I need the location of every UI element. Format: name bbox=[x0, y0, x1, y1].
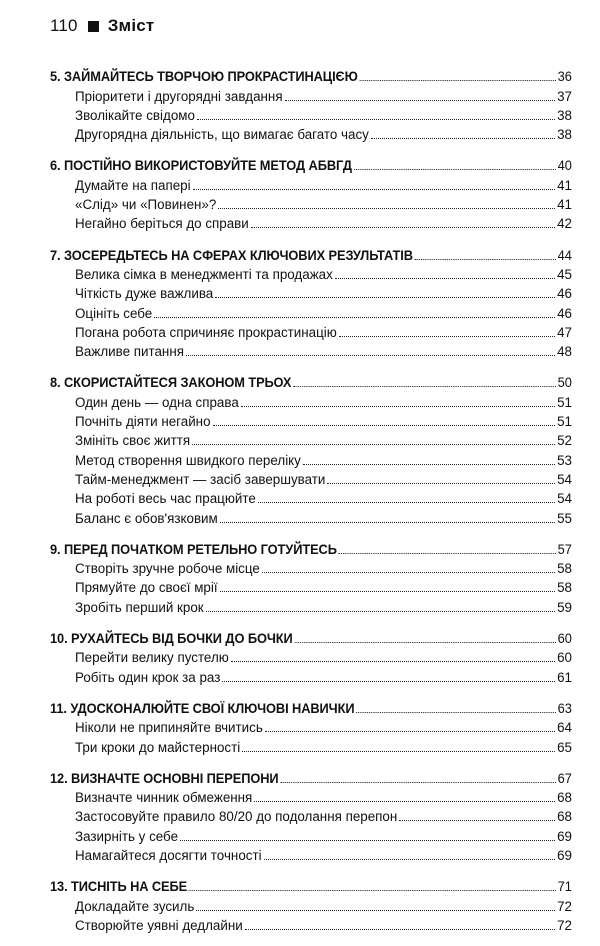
toc-entry[interactable] bbox=[50, 341, 572, 360]
toc-entry[interactable] bbox=[50, 825, 572, 844]
toc-chapter-title[interactable] bbox=[50, 876, 572, 895]
dot-leader bbox=[371, 138, 555, 139]
toc-entry[interactable] bbox=[50, 469, 572, 488]
toc-chapter-title[interactable] bbox=[50, 155, 572, 174]
toc-chapter-title-page: 44 bbox=[557, 247, 572, 263]
toc-entry[interactable] bbox=[50, 507, 572, 526]
toc-entry-label: Почніть діяти негайно bbox=[75, 414, 211, 430]
toc-entry[interactable] bbox=[50, 666, 572, 685]
toc-entry-page: 54 bbox=[557, 471, 572, 487]
toc-entry[interactable] bbox=[50, 806, 572, 825]
dot-leader bbox=[251, 227, 555, 228]
toc-chapter bbox=[50, 244, 572, 360]
toc-entry[interactable] bbox=[50, 85, 572, 104]
dot-leader bbox=[197, 119, 555, 120]
toc-entry[interactable] bbox=[50, 124, 572, 143]
toc-entry-label: На роботі весь час працюйте bbox=[75, 491, 256, 507]
toc-entry[interactable] bbox=[50, 174, 572, 193]
toc-entry-label: Важливе питання bbox=[75, 344, 184, 360]
toc-entry-page: 55 bbox=[557, 510, 572, 526]
toc-entry-page: 58 bbox=[557, 580, 572, 596]
toc-entry-page: 64 bbox=[557, 720, 572, 736]
dot-leader bbox=[213, 425, 556, 426]
toc-chapter-title-page: 36 bbox=[557, 69, 572, 85]
dot-leader bbox=[231, 661, 555, 662]
dot-leader bbox=[242, 751, 555, 752]
toc-chapter bbox=[50, 768, 572, 864]
dot-leader bbox=[399, 820, 555, 821]
dot-leader bbox=[258, 502, 555, 503]
toc-chapter-title[interactable] bbox=[50, 628, 572, 647]
toc-entry[interactable] bbox=[50, 194, 572, 213]
dot-leader bbox=[262, 572, 555, 573]
toc-entry-label: Зволікайте свідомо bbox=[75, 107, 195, 123]
toc-entry-label: Баланс є обов'язковим bbox=[75, 510, 218, 526]
toc-entry[interactable] bbox=[50, 322, 572, 341]
toc-entry-page: 61 bbox=[557, 669, 572, 685]
toc-chapter-title[interactable] bbox=[50, 539, 572, 558]
toc-entry-page: 69 bbox=[557, 847, 572, 863]
page-title: Зміст bbox=[107, 16, 155, 35]
dot-leader bbox=[285, 100, 556, 101]
toc-entry-page: 69 bbox=[557, 828, 572, 844]
toc-entry-page: 58 bbox=[557, 561, 572, 577]
toc-chapter-title[interactable] bbox=[50, 66, 572, 85]
toc-entry[interactable] bbox=[50, 647, 572, 666]
toc-chapter bbox=[50, 66, 572, 143]
toc-entry-page: 53 bbox=[557, 452, 572, 468]
toc-chapter-title-label: 11. УДОСКОНАЛЮЙТЕ СВОЇ КЛЮЧОВІ НАВИЧКИ bbox=[50, 700, 355, 716]
dot-leader bbox=[335, 278, 555, 279]
toc-chapter-title-page: 60 bbox=[557, 631, 572, 647]
dot-leader bbox=[354, 169, 556, 170]
dot-leader bbox=[415, 259, 556, 260]
toc-chapter-title-label: 7. ЗОСЕРЕДЬТЕСЬ НА СФЕРАХ КЛЮЧОВИХ РЕЗУЛЬТАТІВ bbox=[50, 247, 413, 263]
toc-entry-page: 46 bbox=[557, 305, 572, 321]
dot-leader bbox=[220, 591, 556, 592]
toc-entry[interactable] bbox=[50, 787, 572, 806]
toc-chapter-title[interactable] bbox=[50, 768, 572, 787]
toc-chapter-title-page: 67 bbox=[557, 770, 572, 786]
dot-leader bbox=[339, 336, 555, 337]
dot-leader bbox=[245, 929, 555, 930]
toc-entry-page: 68 bbox=[557, 809, 572, 825]
toc-entry[interactable] bbox=[50, 596, 572, 615]
toc-entry-page: 65 bbox=[557, 739, 572, 755]
toc-entry-label: Велика сімка в менеджменті та продажах bbox=[75, 266, 333, 282]
toc-entry-label: Змініть своє життя bbox=[75, 433, 191, 449]
toc-chapter-title-label: 13. ТИСНІТЬ НА СЕБЕ bbox=[50, 879, 188, 895]
toc-entry-label: «Слід» чи «Повинен»? bbox=[75, 197, 217, 213]
toc-entry-label: Тайм-менеджмент — засіб завершувати bbox=[75, 471, 326, 487]
toc-chapter-title-label: 8. СКОРИСТАЙТЕСЯ ЗАКОНОМ ТРЬОХ bbox=[50, 375, 292, 391]
toc-chapter bbox=[50, 539, 572, 616]
toc-entry-label: Зазирніть у себе bbox=[75, 828, 179, 844]
toc-chapter-title-label: 6. ПОСТІЙНО ВИКОРИСТОВУЙТЕ МЕТОД АБВГД bbox=[50, 158, 352, 174]
square-bullet-icon bbox=[88, 21, 99, 32]
toc-entry-page: 48 bbox=[557, 344, 572, 360]
toc-entry-label: Застосовуйте правило 80/20 до подолання перепон bbox=[75, 809, 398, 825]
toc-entry-label: Другорядна діяльність, що вимагає багато часу bbox=[75, 127, 369, 143]
toc-entry-label: Пріоритети і другорядні завдання bbox=[75, 88, 283, 104]
toc-entry-page: 60 bbox=[557, 650, 572, 666]
toc-chapter-title-label: 5. ЗАЙМАЙТЕСЬ ТВОРЧОЮ ПРОКРАСТИНАЦІЄЮ bbox=[50, 69, 358, 85]
toc-entry-page: 51 bbox=[557, 414, 572, 430]
toc-entry-page: 46 bbox=[557, 286, 572, 302]
toc-entry-label: Чіткість дуже важлива bbox=[75, 286, 214, 302]
toc-chapter bbox=[50, 698, 572, 756]
page-header bbox=[50, 16, 154, 36]
dot-leader bbox=[189, 890, 556, 891]
dot-leader bbox=[206, 611, 555, 612]
toc-entry[interactable] bbox=[50, 411, 572, 430]
toc-entry[interactable] bbox=[50, 895, 572, 914]
toc-entry[interactable] bbox=[50, 577, 572, 596]
dot-leader bbox=[215, 297, 555, 298]
dot-leader bbox=[360, 80, 556, 81]
dot-leader bbox=[293, 386, 555, 387]
toc-entry[interactable] bbox=[50, 391, 572, 410]
dot-leader bbox=[180, 840, 555, 841]
toc-entry[interactable] bbox=[50, 302, 572, 321]
toc-entry-page: 59 bbox=[557, 599, 572, 615]
dot-leader bbox=[218, 208, 555, 209]
toc-entry-label: Метод створення швидкого переліку bbox=[75, 452, 301, 468]
toc-chapter-title[interactable] bbox=[50, 698, 572, 717]
toc-entry-label: Перейти велику пустелю bbox=[75, 650, 229, 666]
toc-entry-page: 41 bbox=[557, 177, 572, 193]
dot-leader bbox=[327, 483, 555, 484]
toc-entry-label: Створіть зручне робоче місце bbox=[75, 561, 260, 577]
toc-entry[interactable] bbox=[50, 283, 572, 302]
toc-entry-label: Три кроки до майстерності bbox=[75, 739, 241, 755]
dot-leader bbox=[280, 782, 555, 783]
toc-entry-label: Зробіть перший крок bbox=[75, 599, 204, 615]
toc-entry-page: 68 bbox=[557, 790, 572, 806]
toc-entry-label: Думайте на папері bbox=[75, 177, 191, 193]
toc-entry-label: Докладайте зусиль bbox=[75, 898, 195, 914]
toc-entry-page: 37 bbox=[557, 88, 572, 104]
toc-entry-page: 42 bbox=[557, 216, 572, 232]
dot-leader bbox=[192, 444, 555, 445]
toc-entry-label: Один день — одна справа bbox=[75, 394, 239, 410]
dot-leader bbox=[254, 801, 555, 802]
toc-entry-page: 54 bbox=[557, 491, 572, 507]
toc-entry-label: Прямуйте до своєї мрії bbox=[75, 580, 218, 596]
toc-entry-label: Створюйте уявні дедлайни bbox=[75, 917, 243, 933]
dot-leader bbox=[339, 553, 556, 554]
toc-chapter bbox=[50, 372, 572, 526]
dot-leader bbox=[220, 522, 555, 523]
toc-chapter-title-page: 50 bbox=[557, 375, 572, 391]
dot-leader bbox=[356, 712, 555, 713]
toc-entry-label: Робіть один крок за раз bbox=[75, 669, 221, 685]
toc-entry-page: 38 bbox=[557, 107, 572, 123]
toc-entry[interactable] bbox=[50, 558, 572, 577]
dot-leader bbox=[222, 681, 555, 682]
toc-entry-page: 72 bbox=[557, 917, 572, 933]
toc-chapter-title-label: 12. ВИЗНАЧТЕ ОСНОВНІ ПЕРЕПОНИ bbox=[50, 770, 279, 786]
dot-leader bbox=[264, 859, 556, 860]
toc-entry-label: Негайно беріться до справи bbox=[75, 216, 249, 232]
toc-entry[interactable] bbox=[50, 213, 572, 232]
dot-leader bbox=[303, 464, 555, 465]
toc-entry[interactable] bbox=[50, 449, 572, 468]
dot-leader bbox=[193, 189, 556, 190]
toc-chapter-title[interactable] bbox=[50, 372, 572, 391]
dot-leader bbox=[154, 317, 555, 318]
toc-entry[interactable] bbox=[50, 488, 572, 507]
toc-entry-page: 38 bbox=[557, 127, 572, 143]
toc-chapter bbox=[50, 155, 572, 232]
toc-chapter bbox=[50, 876, 572, 934]
toc-entry-label: Погана робота спричиняє прокрастинацію bbox=[75, 324, 337, 340]
toc-entry-page: 72 bbox=[557, 898, 572, 914]
toc-entry[interactable] bbox=[50, 736, 572, 755]
toc-entry[interactable] bbox=[50, 105, 572, 124]
dot-leader bbox=[186, 355, 555, 356]
table-of-contents bbox=[50, 66, 572, 946]
toc-chapter-title-label: 9. ПЕРЕД ПОЧАТКОМ РЕТЕЛЬНО ГОТУЙТЕСЬ bbox=[50, 541, 337, 557]
toc-entry-page: 41 bbox=[557, 197, 572, 213]
toc-entry-page: 45 bbox=[557, 266, 572, 282]
toc-chapter-title-page: 63 bbox=[557, 700, 572, 716]
toc-entry-page: 52 bbox=[557, 433, 572, 449]
toc-entry-label: Оцініть себе bbox=[75, 305, 153, 321]
dot-leader bbox=[294, 642, 555, 643]
toc-chapter-title[interactable] bbox=[50, 244, 572, 263]
toc-entry-label: Намагайтеся досягти точності bbox=[75, 847, 262, 863]
toc-entry[interactable] bbox=[50, 845, 572, 864]
toc-entry-label: Ніколи не припиняйте вчитись bbox=[75, 720, 263, 736]
toc-entry[interactable] bbox=[50, 264, 572, 283]
toc-entry-label: Визначте чинник обмеження bbox=[75, 790, 253, 806]
page-number: 110 bbox=[50, 16, 78, 35]
toc-entry-page: 51 bbox=[557, 394, 572, 410]
toc-chapter-title-page: 40 bbox=[557, 158, 572, 174]
toc-chapter-title-page: 57 bbox=[557, 541, 572, 557]
dot-leader bbox=[196, 910, 555, 911]
toc-chapter-title-page: 71 bbox=[557, 879, 572, 895]
toc-entry[interactable] bbox=[50, 717, 572, 736]
toc-entry[interactable] bbox=[50, 915, 572, 934]
toc-entry[interactable] bbox=[50, 430, 572, 449]
toc-chapter-title-label: 10. РУХАЙТЕСЬ ВІД БОЧКИ ДО БОЧКИ bbox=[50, 631, 293, 647]
toc-entry-page: 47 bbox=[557, 324, 572, 340]
dot-leader bbox=[241, 406, 555, 407]
toc-chapter bbox=[50, 628, 572, 686]
dot-leader bbox=[265, 731, 555, 732]
